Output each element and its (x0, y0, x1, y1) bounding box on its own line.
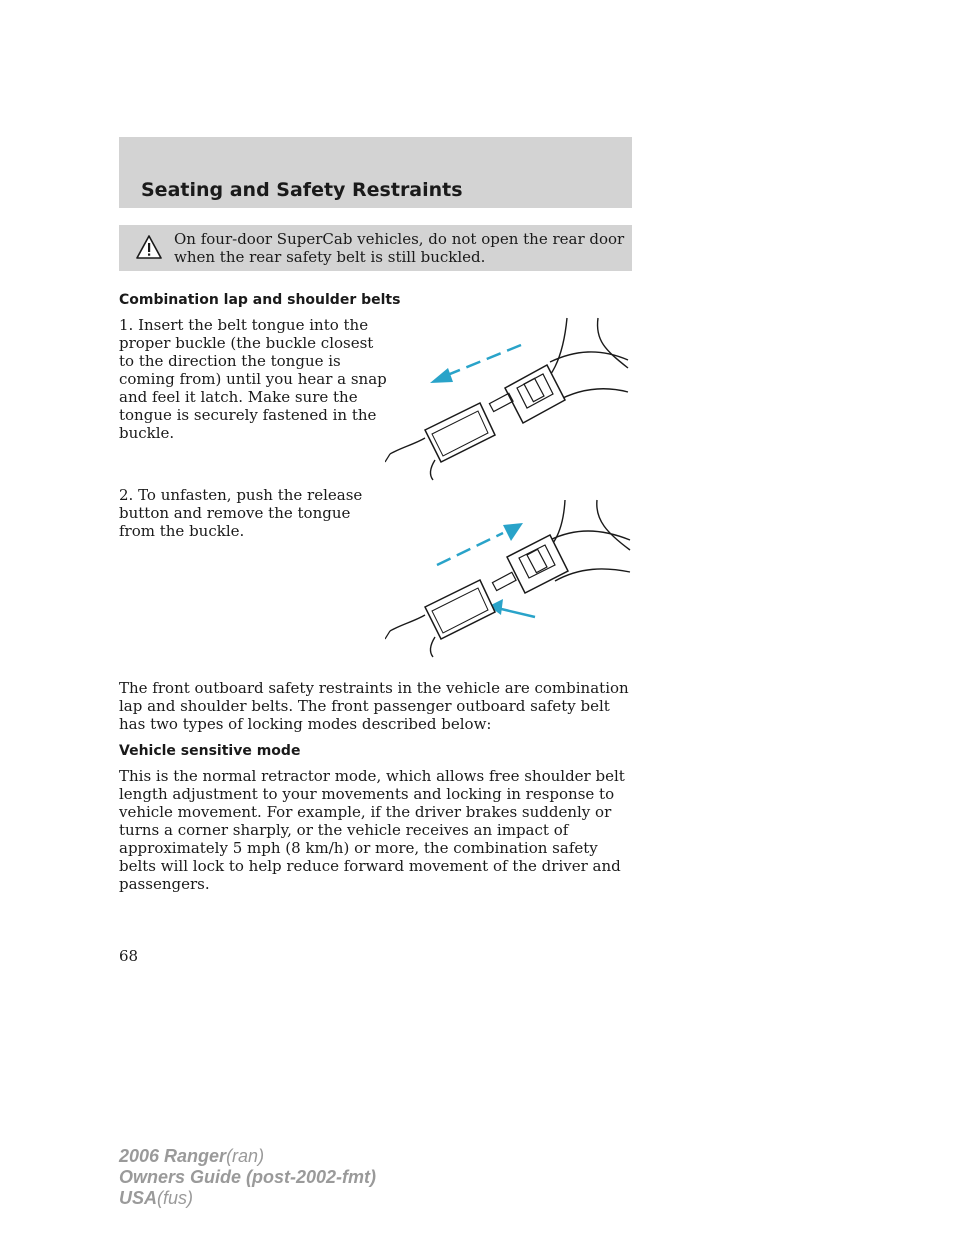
buckle-insert-illustration (385, 310, 635, 485)
step-1-text: 1. Insert the belt tongue into the proper buckle (the buckle closest to the direction the tongue is coming from) until you hear a snap and feel it latch. Make sure the tongue is securely fastened in the buckle. (119, 316, 387, 442)
buckle-release-illustration (385, 495, 635, 665)
footer-model: 2006 Ranger (119, 1146, 227, 1166)
warning-text: On four-door SuperCab vehicles, do not open the rear door when the rear safety belt is still buckled. (174, 230, 625, 266)
arrow-left-icon (430, 368, 453, 383)
footer-region-code: (fus) (157, 1188, 194, 1208)
footer-document-info (119, 1146, 376, 1209)
footer-guide: Owners Guide (post-2002-fmt) (119, 1167, 377, 1187)
body-paragraph-vehicle-sensitive-mode: This is the normal retractor mode, which allows free shoulder belt length adjustment to your movements and locking in response to vehicle movement. For example, if the driver brakes suddenly or turns a corner sharply, or the vehicle receives an impact of approximately 5 mph (8 km/h) or more, the combination safety belts will lock to help reduce forward movement of the driver and passengers. (119, 767, 625, 893)
section-header (119, 137, 632, 208)
arrow-right-icon (503, 523, 523, 541)
footer-line-model (119, 1146, 376, 1167)
footer-line-guide (119, 1167, 376, 1188)
body-paragraph-locking-modes: The front outboard safety restraints in the vehicle are combination lap and shoulder belts. The front passenger outboard safety belt has two types of locking modes described below: (119, 679, 629, 733)
footer-model-code: (ran) (226, 1146, 265, 1166)
page-number: 68 (119, 947, 139, 965)
warning-box (119, 225, 632, 271)
footer-region: USA (119, 1188, 158, 1208)
section-heading-vehicle-sensitive-mode: Vehicle sensitive mode (119, 743, 301, 759)
section-heading-combination-belts: Combination lap and shoulder belts (119, 292, 401, 308)
page-title: Seating and Safety Restraints (141, 179, 463, 201)
footer-line-region (119, 1188, 376, 1209)
step-2-text: 2. To unfasten, push the release button and remove the tongue from the buckle. (119, 486, 363, 540)
warning-triangle-icon (136, 234, 162, 260)
